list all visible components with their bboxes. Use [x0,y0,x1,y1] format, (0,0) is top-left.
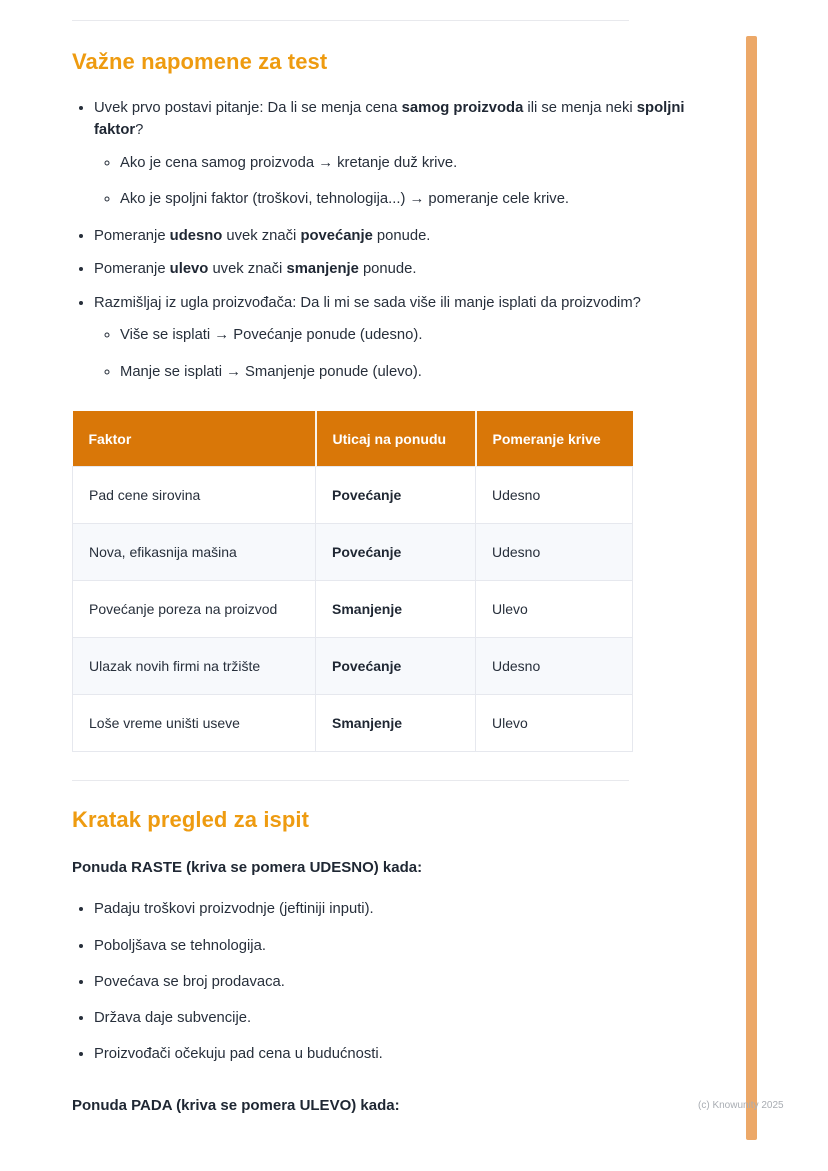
column-header: Pomeranje krive [476,411,633,467]
header-row [73,411,633,467]
note-item: • Pomeranje ulevo uvek znači smanjenje ponude. [94,258,714,280]
note-item: • Uvek prvo postavi pitanje: Da li se menja cena samog proizvoda ili se menja neki spoljni faktor? ◦ Ako je cena samog proizvoda → kretanje duž krive. ◦ Ako je spoljni faktor (troškovi, tehnologija...) → pomeranje cele krive. [94,97,714,211]
factors-table-body [73,467,633,752]
page-edge-stripe [746,36,757,1140]
table-row [73,467,633,524]
cell-uticaj: Smanjenje [316,581,476,638]
review-item: • Država daje subvencije. [94,1007,714,1029]
note-subitem: ◦ Ako je cena samog proizvoda → kretanje duž krive. [120,152,714,174]
cell-faktor: Povećanje poreza na proizvod [73,581,316,638]
factors-table-head [73,411,633,467]
review-raste-list [72,898,714,1065]
review-item: • Padaju troškovi proizvodnje (jeftiniji inputi). [94,898,714,920]
note-subitem: ◦ Više se isplati → Povećanje ponude (udesno). [120,324,714,346]
factors-table [72,411,633,752]
cell-pomeranje: Udesno [476,467,633,524]
cell-pomeranje: Ulevo [476,581,633,638]
watermark: (c) Knowunity 2025 [698,1100,784,1111]
cell-faktor: Pad cene sirovina [73,467,316,524]
cell-uticaj: Povećanje [316,467,476,524]
top-divider [72,20,629,21]
review-item: • Povećava se broj prodavaca. [94,971,714,993]
note-subitem: ◦ Ako je spoljni faktor (troškovi, tehnologija...) → pomeranje cele krive. [120,188,714,210]
note-item: • Razmišljaj iz ugla proizvođača: Da li mi se sada više ili manje isplati da proizvodim? ◦ Više se isplati → Povećanje ponude (udesno). ◦ Manje se isplati → Smanjenje ponude (ulevo). [94,292,714,383]
section-divider [72,780,629,781]
section-title-review: Kratak pregled za ispit [72,807,310,833]
table-row [73,695,633,752]
table-row [73,638,633,695]
cell-faktor: Ulazak novih firmi na tržište [73,638,316,695]
cell-pomeranje: Udesno [476,638,633,695]
note-sublist [94,152,714,211]
column-header: Faktor [73,411,316,467]
cell-uticaj: Povećanje [316,638,476,695]
review-raste-heading: Ponuda RASTE (kriva se pomera UDESNO) kada: [72,859,423,877]
table-row [73,524,633,581]
column-header: Uticaj na ponudu [316,411,476,467]
note-sublist [94,324,714,383]
table-row [73,581,633,638]
section-title-notes: Važne napomene za test [72,49,328,74]
document-content [72,20,714,1122]
cell-faktor: Loše vreme uništi useve [73,695,316,752]
cell-pomeranje: Udesno [476,524,633,581]
review-item: • Poboljšava se tehnologija. [94,935,714,957]
cell-uticaj: Povećanje [316,524,476,581]
review-pada-heading: Ponuda PADA (kriva se pomera ULEVO) kada: [72,1097,400,1115]
cell-uticaj: Smanjenje [316,695,476,752]
cell-faktor: Nova, efikasnija mašina [73,524,316,581]
note-item: • Pomeranje udesno uvek znači povećanje ponude. [94,225,714,247]
notes-list [72,97,714,383]
note-subitem: ◦ Manje se isplati → Smanjenje ponude (ulevo). [120,361,714,383]
cell-pomeranje: Ulevo [476,695,633,752]
review-item: • Proizvođači očekuju pad cena u budućnosti. [94,1043,714,1065]
